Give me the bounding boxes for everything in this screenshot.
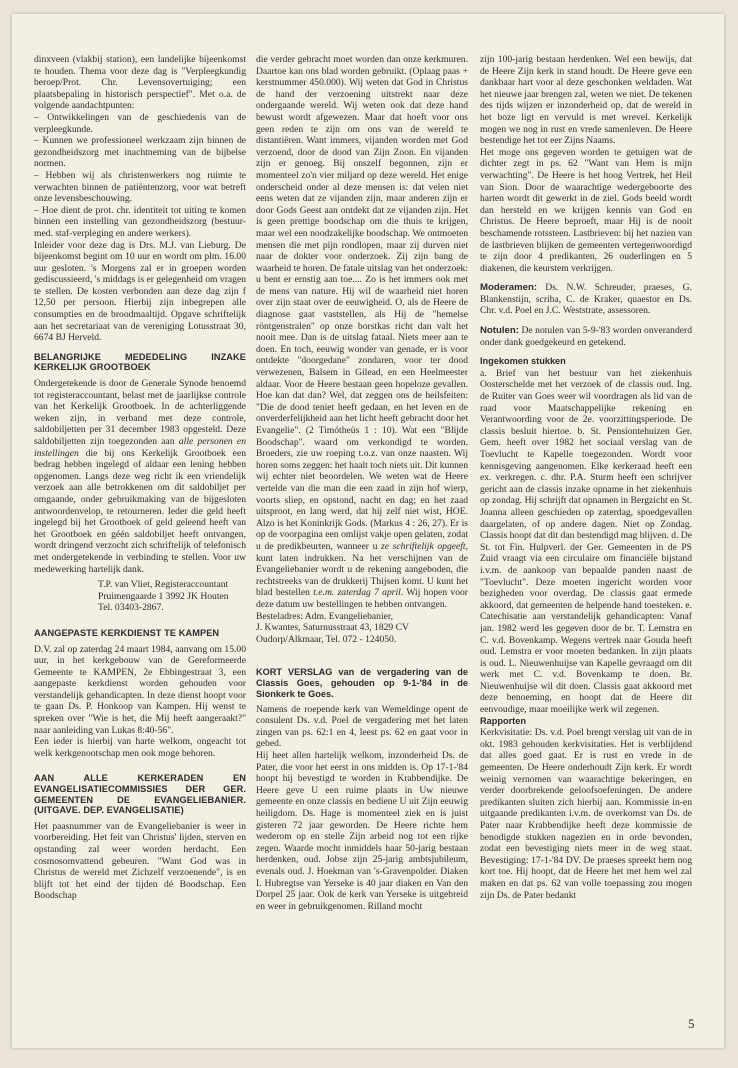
ingekomen-stukken-heading: Ingekomen stukken: [480, 356, 566, 367]
signature-phone: Tel. 03403-2867.: [98, 602, 164, 614]
column-left: [34, 54, 246, 1044]
speaker-paragraph: Inleider voor deze dag is Drs. M.J. van Lieburg. De bijeenkomst begint om 10 uur en wordt om plm. 16.00 uur gesloten. 's Morgens zal er in groepen worden gediscussieerd, 's middags is er gelegenheid om vragen te stellen. De kosten verbonden aan deze dag zijn f 12,50 per persoon. Hierbij zijn inbegrepen alle consumpties en de broodmaaltijd. Opgave schriftelijk aan het secretariaat van de vereniging Lotusstraat 30, 6674 BJ Herveld.: [34, 239, 246, 344]
article-heading-kampen: AANGEPASTE KERKDIENST TE KAMPEN: [34, 627, 220, 638]
document-page: [12, 14, 724, 1048]
column-right: [480, 54, 692, 1044]
kampen-welcome: Een ieder is hierbij van harte welkom, ongeacht tot welk kerkgenootschap men ook moge behoren.: [34, 736, 246, 759]
bullet-item: – Kunnen we professioneel werkzaam zijn binnen de gezondheidszorg met inachtneming van de bijbelse normen.: [34, 135, 246, 170]
column-middle: [256, 54, 468, 1044]
grootboek-paragraph: Ondergetekende is door de Generale Synode benoemd tot registeraccountant, belast met de jaarlijkse controle van het Kerkelijk Grootboek. In de achterliggende weken zijn, in verband met deze controle, saldobiljetten per 31 december 1983 opgesteld. Deze saldobiljetten zijn toegezonden aan alle personen en instellingen die bij ons Kerkelijk Grootboek een bedrag hebben ingelegd of aldaar een lening hebben opgenomen. Langs deze weg richt ik een vriendelijk verzoek aan alle betrokkenen om dit saldobiljet per omgaande, onder gebruikmaking van de bijgesloten antwoordenvelop, te retourneren. Ieder die geld heeft ingelegd bij het Grootboek of geld geleend heeft van het Grootboek en géén saldobiljet heeft ontvangen, wordt dringend verzocht zich schriftelijk of telefonisch met ondergetekende in verbinding te stellen. Voor uw medewerking hartelijk dank.: [34, 378, 246, 575]
bullet-item: – Hoe dient de prot. chr. identiteit tot uiting te komen binnen een instelling van gezondheidszorg (bestuur-med. staf-verpleging en andere werkers).: [34, 204, 246, 239]
signature-name: T.P. van Vliet, Registeraccountant: [98, 579, 229, 591]
article-heading-evangeliebanier: AAN ALLE KERKERADEN EN EVANGELISATIECOMMISSIES DER GER. GEMEENTEN DE EVANGELIEBANIER. (UITGAVE. DEP. EVANGELISATIE): [34, 773, 246, 816]
classis-welcome: Hij heet allen hartelijk welkom, inzonderheid Ds. de Pater, die voor het eerst in ons midden is. Op 17-1-'84 hoopt hij bevestigd te worden in Krabbendijke. De Heere geve U een ruime plaats in Uw nieuwe gemeente en onze classis en bediene U uit Zijn eeuwig heiligdom. Ds. Hage is momenteel ziek en is juist gisteren 72 jaar geworden. De Heere richte hem wederom op en stelle Zijn arbeid nog tot een rijke zegen. Waarde mocht inmiddels haar 50-jarig bestaan herdenken, oud. Jobse zijn 25-jarig ambtsjubileum, evenals oud. J. Hoekman van 's-Gravenpolder. Diaken I. Hubregtse van Yerseke is 40 jaar diaken en Van den Dorpel 25 jaar. Ook de kerk van Yerseke is uitgebreid en weer in gebruikgenomen. Rilland mocht: [256, 750, 468, 912]
bullet-item: – Ontwikkelingen van de geschiedenis van de verpleegkunde.: [34, 111, 246, 135]
article-heading-classis-goes: KORT VERSLAG van de vergadering van de Classis Goes, gehouden op 9-1-'84 in de Sionkerk te Goes.: [256, 667, 468, 699]
kampen-paragraph: D.V. zal op zaterdag 24 maart 1984, aanvang om 15.00 uur, in het kerkgebouw van de Gereformeerde Gemeente te KAMPEN, 2e Ebbingestraat 3, een aangepaste kerkdienst worden gehouden voor verstandelijk gehandicapten. In deze dienst hoopt voor te gaan Ds. P. Honkoop van Kampen. Hij wenst te spreken over "Wie is het, die Mij heeft aangeraakt?" naar aanleiding van Lukas 8:40-56".: [34, 643, 246, 736]
classis-opening: Namens de roepende kerk van Wemeldinge opent de consulent Ds. v.d. Poel de vergadering met het laten zingen van ps. 62:1 en 4, leest ps. 62 en gaat voor in gebed.: [256, 703, 468, 750]
moderamen-paragraph: Moderamen: Ds. N.W. Schreuder, praeses, G. Blankenstijn, scriba, C. de Kraker, quaestor en Ds. Chr. v.d. Poel en J.C. Weststrate, assessoren.: [480, 282, 692, 317]
bullet-item: – Hebben wij als christenwerkers nog ruimte te verwachten binnen de patiëntenzorg, voor wat betreft onze levensbeschouwing.: [34, 169, 246, 205]
rapporten-paragraph: Kerkvisitatie: Ds. v.d. Poel brengt verslag uit van de in okt. 1983 gehouden kerkvisitaties. Het is verblijdend dat alles goed gaat. Er is rust en vrede in de gemeenten. De Heere onderhoudt Zijn kerk. Er wordt weinig vernomen van waarachtige bekeringen, en verder doorbrekende geloofsoefeningen. De andere predikanten sluiten zich hierbij aan. Kommissie in-en uitgaande predikanten i.v.m. de overkomst van Ds. de Pater naar Krabbendijke heeft deze kommissie de benodigde stukken nagezien en in orde bevonden, zodat een bevestiging niets meer in de weg staat. Bevestiging: 17-1-'84 DV. De praeses spreekt hem nog kort toe. Hij hoopt, dat de Heere het met hem wel zal maken en dat ps. 62 van volle toepassing zou mogen zijn Ds. de Pater bedankt: [480, 727, 692, 901]
signature-address: Pruimengaarde 1 3992 JK Houten: [98, 590, 229, 602]
intro-paragraph: dinxveen (vlakbij station), een landelijke bijeenkomst te houden. Thema voor deze dag is "Verpleegkundig beroep/Prot. Chr. Levensovertuiging; een plaatsbepaling in historisch perspectief". Met o.a. de volgende aandachtpunten:: [34, 54, 246, 112]
evangeliebanier-continued: die verder gebracht moet worden dan onze kerkmuren. Daartoe kan ons blad worden gebruikt. (Oplaag paas + kerstnummer 450.000). Wij weten dat God in Christus de hand der verzoening uitstrekt naar deze ondergaande wereld. Wij weten ook dat deze hand bewust wordt afgewezen. Maar dat hoeft voor ons geen reden te zijn om ons van de wereld te distantiëren. Want immers, vijanden worden met God verzoend, door de dood van Zijn Zoon. En vijanden zijn er genoeg. Bij onszelf begonnen, zijn er momenteel zo'n vier miljard op deze wereld. Het enige onderscheid onder al deze mensen is: dat velen niet eens weten dat ze vijanden zijn, maar anderen zijn er door Gods Geest aan ontdekt dat ze vijanden zijn. Het is geen prettige boodschap om die thuis te krijgen, maar wel een noodzakelijke boodschap. We ontmoeten mensen die met pijn rondlopen, maar zij durven niet naar de dokter voor onderzoek. Zij zijn bang de waarheid te horen. De fatale uitslag van het onderzoek: u bent er ernstig aan toe.... Zo is het immers ook met de mens van nature. Hij wil de waarheid niet horen over zijn staat over de eeuwigheid. O, als de Heere de diagnose gaat vaststellen, als Hij de "hemelse röntgenstralen" op onze borstkas richt dan valt het nooit mee. Dan is de uitslag fataal. Niets meer aan te doen. En toch, eeuwig wonder van genade, er is voor ontdekte "doorgedane" zondaren, voor ter dood verwezenen, Balsem in Gilead, en een Heelmeester aldaar. Voor de Heere bestaan geen hopeloze gevallen. Hoe kan dat dan? Wel, dat zeggen ons de heilsfeiten: "Die de dood teniet heeft gedaan, en het leven en de onverderfelijkheid aan het licht heeft gebracht door het Evangelie". (2 Timótheüs 1 : 10). Wat een "Blijde Boodschap". waard om verkondigd te worden. Broeders, zie uw roeping t.o.z. van onze naasten. Wij horen soms zeggen: het haalt toch niets uit. Dit kunnen wij echter niet beoordelen. We weten wat de Heere vertelde van die man die een zaad in zijn hof wierp, voorts sliep, en opstond, nacht en dag; en het zaad uitsproot, en lang werd, dat hij zelf niet wist, HOE. Alzo is het Koninkrijk Gods. (Markus 4 : 26, 27). Er is op de voorpagina een omlijst vakje open gelaten, zodat u de predikbeurten, wanneer u ze schriftelijk opgeeft, kunt laten indrukken. Na het verschijnen van de Evangeliebanier wordt u de rekening aangeboden, die rechtstreeks van de drukkerij Thijsen komt. U kunt het blad bestellen t.e.m. zaterdag 7 april. Wij hopen voor deze datum uw bestellingen te hebben ontvangen.: [256, 54, 468, 610]
article-heading-grootboek: BELANGRIJKE MEDEDELING INZAKE KERKELIJK GROOTBOEK: [34, 351, 246, 373]
notulen-paragraph: Notulen: De notulen van 5-9-'83 worden onveranderd onder dank goedgekeurd en getekend.: [480, 325, 692, 348]
rapporten-heading: Rapporten: [480, 715, 526, 726]
evangeliebanier-paragraph: Het paasnummer van de Evangeliebanier is weer in voorbereiding. Het feit van Christus' lijden, sterven en opstanding zal weer worden herdacht. Een cosmosomvattend gebeuren. "Want God was in Christus de wereld met Zichzelf verzoenende", is en blijft tot het eind der tijden dé Boodschap. Een Boodschap: [34, 820, 246, 902]
page-number: 5: [688, 1016, 695, 1031]
order-address: J. Kwantes, Saturnusstraat 43, 1829 CV Oudorp/Alkmaar, Tel. 072 - 124050.: [256, 622, 409, 645]
order-address-label: Besteladres: Adm. Evangeliebanier,: [256, 610, 394, 622]
classis-psalm: Het moge ons gegeven worden te getuigen wat de dichter zegt in ps. 62 "Want van Hem is mijn verwachting". De Heere is het hoog Vertrek, het Heil van Sion. Door de waarachtige wedergeboorte des harten wordt dit gewerkt in de ziel. Gods beeld wordt dan hersteld en we krijgen kennis van God en Christus. De Heere beproeft, maar Hij is de nooit beschamende rotssteen. Lastbrieven: bij het nazien van de lastbrieven blijken de gemeenten vertegenwoordigd te zijn door 4 predikanten, 26 ouderlingen en 5 diakenen, die keurstem verkrijgen.: [480, 146, 692, 274]
classis-continued: zijn 100-jarig bestaan herdenken. Wel een bewijs, dat de Heere Zijn kerk in stand houdt. De Heere geve een dankbaar hart voor al deze geschonken weldaden. Wat het nieuwe jaar brengen zal, weten we niet. De tekenen des tijds wijzen er inzonderheid op, dat de wereld in het boze ligt en vervuld is met wrevel. Kerkelijk mogen we nog in rust en vrede samenleven. De Heere bestendige het tot eer Zijns Naams.: [480, 54, 692, 147]
ingekomen-stukken-paragraph: a. Brief van het bestuur van het ziekenhuis Oosterschelde met het verzoek of de classis oud. Ing. de Ruiter van Goes weer wil voordragen als lid van de raad voor Maatschappelijke rekening en Verantwoording voor de 2e. voorzittingsperiode. De classis besluit hiertoe. b. St. Pensiontehuizen Ger. Gem. heeft over 1982 het sociaal verslag van de Toevlucht te Kapelle toegezonden. Wordt voor kennisgeving aangenomen. Elke kerkeraad heeft een ex. verkregen. c. dhr. P.A. Sturm heeft een schrijver gericht aan de classis inzake opname in het ziekenhuis op zondag. Hij schrijft dat opnamen in Bergzicht en St. Joanna alleen geschieden op zaterdag, spoedgevallen daargelaten, of op andere dagen. Niet op Zondag. Classis hoopt dat dit dan bestendigd mag blijven. d. De St. tot Fin. Hulpverl. der Ger. Gemeenten in de PS Zuid vraagt via een circulaire om financiële bijstand i.v.m. de aankoop van bepaalde panden naast de "Toevlucht". Deze moeten ingericht worden voor bezigheden voor overdag. De classis gaat ermede akkoord, dat gemeenten de helpende hand toesteken. e. Catechisatie aan verstandelijk gehandicapten: Vanaf jan. 1982 werd les gegeven door de br. T. Lemstra en C. v.d. Bovenkamp. Wegens vertrek naar Gouda heeft oud. Lemstra er voor moeten bedanken. In zijn plaats is oud. L. Nieuwenhuijse van Kapelle gevraagd om dit werk met C. v.d. Bovenkamp te doen. Br. Nieuwenhuijse wil dit doen. Classis gaat akkoord met deze benoeming, en hoopt dat de Heere dit eenvoudige, maar moeilijke werk wil zegenen.: [480, 367, 692, 716]
